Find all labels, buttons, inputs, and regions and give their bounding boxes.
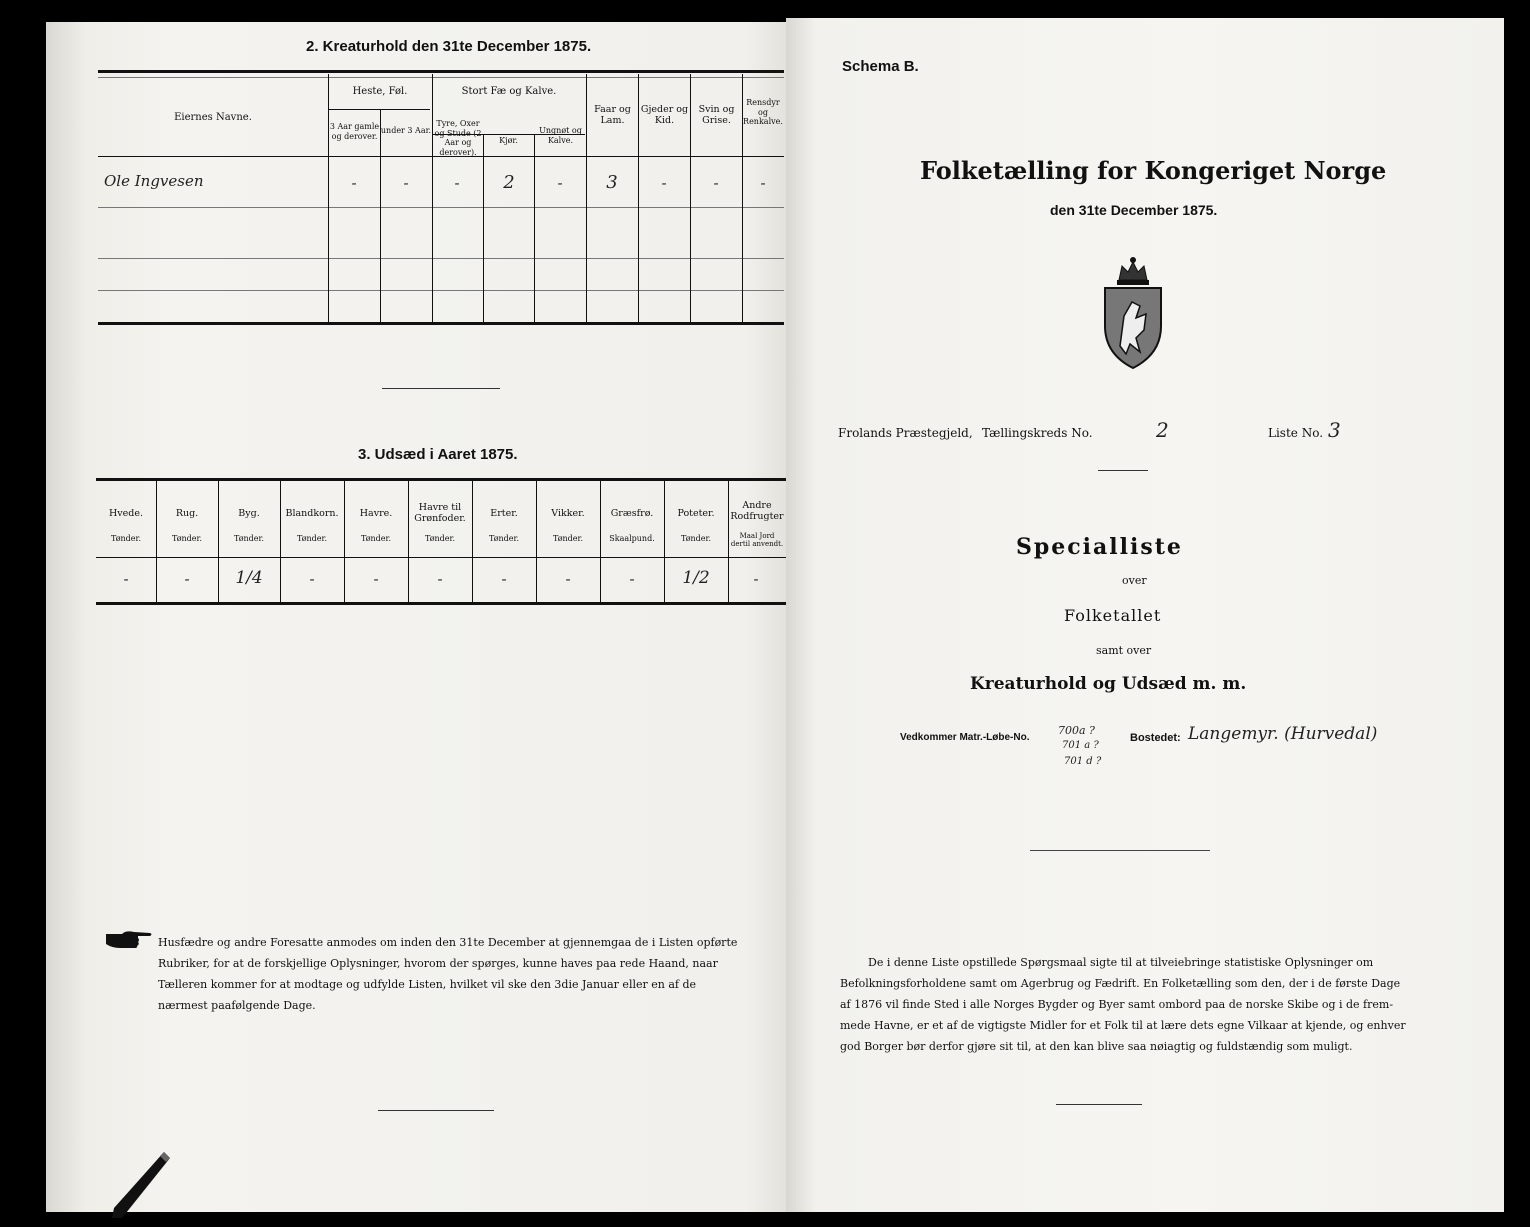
header-reindeer: Rensdyr og Renkalve. [743, 98, 783, 126]
form-subtitle: den 31te December 1875. [1050, 202, 1218, 218]
left-page [46, 22, 786, 1212]
seed-unit: Skaalpund. [609, 534, 655, 543]
divider [1056, 1104, 1142, 1105]
notice-line: Rubriker, for at de forskjellige Oplysninger, hvorom der spørges, kunne haves paa rede Haand, naar [158, 957, 718, 970]
header-horses-3y: 3 Aar gamle og derover. [329, 122, 380, 141]
seed-header: Blandkorn. [285, 508, 339, 519]
seed-value: - [184, 570, 190, 588]
section3-title: 3. Udsæd i Aaret 1875. [358, 446, 518, 463]
samt-over-text: samt over [1096, 644, 1152, 657]
matr-value: 701 d ? [1064, 756, 1102, 767]
seed-header: Rug. [175, 508, 199, 519]
seed-header: Byg. [238, 508, 260, 519]
seed-unit: Tønder. [233, 534, 265, 543]
livestock-value: - [760, 174, 766, 192]
divider [378, 1110, 494, 1111]
form-title: Folketælling for Kongeriget Norge [920, 156, 1387, 185]
livestock-value: - [713, 174, 719, 192]
bosted-value: Langemyr. (Hurvedal) [1188, 724, 1378, 744]
seed-header: Vikker. [551, 508, 585, 519]
divider [382, 388, 500, 389]
paragraph-line: mede Havne, er et af de vigtigste Midler for et Folk til at lære dets egne Vilkaar at kjende, og enhver [840, 1019, 1406, 1032]
notice-line: Tælleren kommer for at modtage og udfylde Listen, hvilket vil ske den 3die Januar eller en af de [158, 978, 697, 991]
seed-header: Andre Rodfrugter [730, 500, 784, 522]
notice-line: nærmest paafølgende Dage. [158, 999, 316, 1012]
header-sheep: Faar og Lam. [594, 104, 631, 126]
seed-value: - [123, 570, 129, 588]
paragraph-line: Befolkningsforholdene samt om Agerbrug og Fædrift. En Folketælling som den, der i de første Dage [840, 977, 1401, 990]
seed-unit: Tønder. [488, 534, 520, 543]
seed-unit: Maal Jord dertil anvendt. [730, 532, 784, 548]
seed-value: - [501, 570, 507, 588]
seed-value: - [309, 570, 315, 588]
header-cattle: Stort Fæ og Kalve. [461, 86, 557, 97]
over-text: over [1122, 574, 1147, 587]
seed-header: Erter. [490, 508, 518, 519]
notice-line: Husfædre og andre Foresatte anmodes om inden den 31te December at gjennemgaa de i Listen opførte [158, 936, 738, 949]
header-cattle-cows: Kjør. [499, 136, 518, 145]
seed-unit: Tønder. [552, 534, 584, 543]
seed-unit: Tønder. [424, 534, 456, 543]
matr-value: 701 a ? [1062, 740, 1099, 751]
livestock-value: - [454, 174, 460, 192]
owner-name: Ole Ingvesen [104, 172, 204, 190]
seed-unit: Tønder. [110, 534, 142, 543]
list-value: 3 [1328, 418, 1341, 442]
header-pigs: Svin og Grise. [698, 104, 735, 126]
livestock-value: - [351, 174, 357, 192]
seed-value: - [437, 570, 443, 588]
seed-value: - [629, 570, 635, 588]
right-page [786, 18, 1504, 1212]
livestock-value: 3 [606, 172, 618, 193]
matr-label: Vedkommer Matr.-Løbe-No. [900, 732, 1030, 743]
parish-label: Frolands Præstegjeld, [838, 426, 973, 440]
kreaturhold-text: Kreaturhold og Udsæd m. m. [970, 674, 1247, 694]
pen-tip [106, 1150, 176, 1220]
section2-title: 2. Kreaturhold den 31te December 1875. [306, 38, 592, 55]
header-cattle-bulls: Tyre, Oxer og Stude (2 Aar og derover). [434, 119, 482, 157]
header-horses-under: under 3 Aar. [380, 126, 432, 135]
livestock-value: - [403, 174, 409, 192]
district-value: 2 [1156, 418, 1169, 442]
list-label: Liste No. [1268, 426, 1324, 440]
seed-header: Hvede. [109, 508, 143, 519]
livestock-value: - [557, 174, 563, 192]
divider [1030, 850, 1210, 851]
seed-unit: Tønder. [680, 534, 712, 543]
matr-value: 700a ? [1058, 724, 1095, 737]
seed-header: Poteter. [677, 508, 715, 519]
livestock-value: 2 [503, 172, 515, 193]
livestock-value: - [661, 174, 667, 192]
pointing-hand-icon [104, 928, 154, 950]
schema-label: Schema B. [842, 58, 919, 75]
header-goats: Gjeder og Kid. [640, 104, 689, 126]
seed-header: Havre. [359, 508, 393, 519]
paragraph-line: god Borger bør derfor gjøre sit til, at den kan blive saa nøiagtig og fuldstændig som muligt. [840, 1040, 1353, 1053]
district-label: Tællingskreds No. [982, 426, 1093, 440]
seed-value: - [373, 570, 379, 588]
seed-value: - [565, 570, 571, 588]
paragraph-line: af 1876 vil finde Sted i alle Norges Bygder og Byer samt ombord paa de norske Skibe og i de frem- [840, 998, 1394, 1011]
bosted-label: Bostedet: [1130, 732, 1181, 744]
paragraph-line: De i denne Liste opstillede Spørgsmaal sigte til at tilveiebringe statistiske Oplysninger om [868, 956, 1374, 969]
coat-of-arms-icon [1102, 254, 1164, 370]
seed-header: Græsfrø. [610, 508, 654, 519]
header-horses: Heste, Føl. [352, 86, 408, 97]
folketallet-text: Folketallet [1064, 606, 1162, 625]
seed-unit: Tønder. [296, 534, 328, 543]
seed-value: 1/2 [682, 568, 710, 588]
seed-value: - [753, 570, 759, 588]
header-cattle-young: Ungnøt og Kalve. [539, 126, 582, 145]
header-owner: Eiernes Navne. [174, 112, 252, 123]
seed-value: 1/4 [235, 568, 263, 588]
special-title: Specialliste [1016, 534, 1183, 560]
seed-header: Havre til Grønfoder. [414, 502, 466, 524]
divider [1098, 470, 1148, 471]
seed-unit: Tønder. [360, 534, 392, 543]
seed-unit: Tønder. [171, 534, 203, 543]
